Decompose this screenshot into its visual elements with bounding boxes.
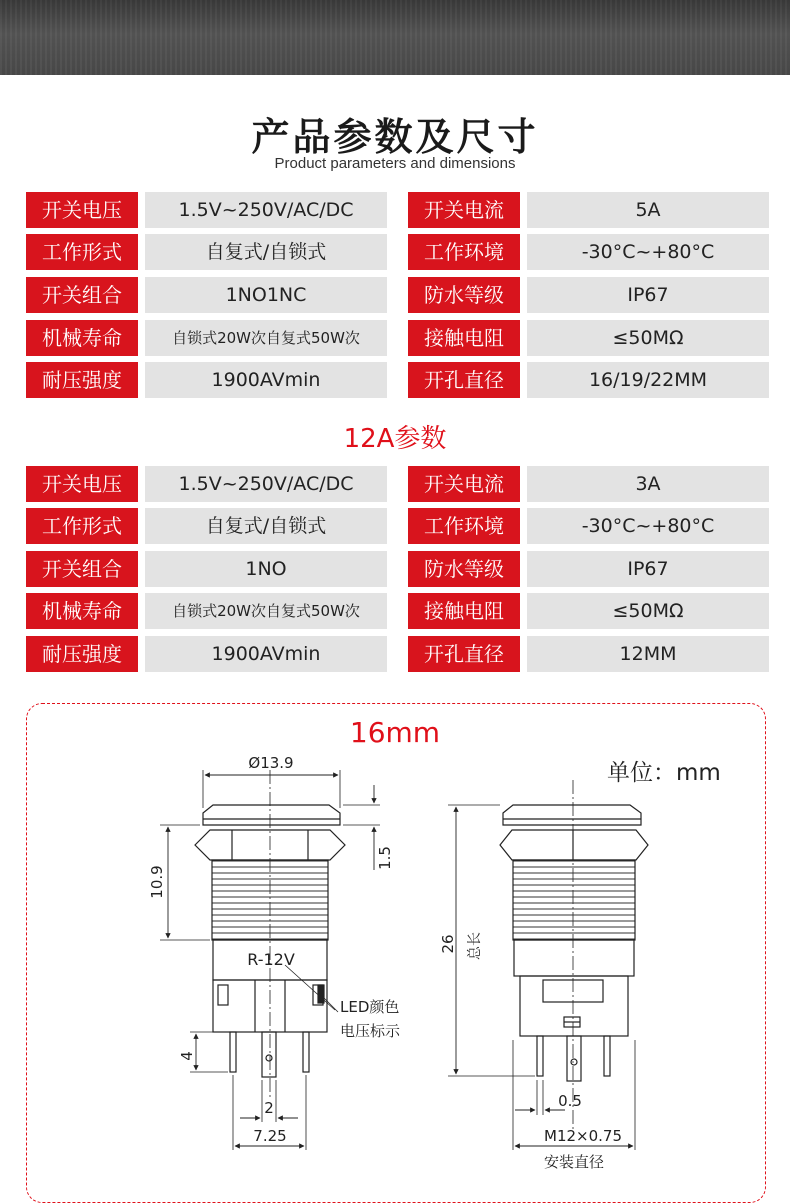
spec-value: 16/19/22MM [527, 362, 769, 398]
dim-head-height: 1.5 [376, 846, 394, 870]
total-length-label: 总长 [467, 932, 483, 960]
head-cap [203, 805, 340, 825]
spec-value: 1NO [145, 551, 387, 587]
dim-thread-spec: M12×0.75 [544, 1127, 622, 1145]
led-color-label: LED颜色 [340, 998, 400, 1016]
mount-diameter-label: 安装直径 [543, 1153, 605, 1171]
pin [230, 1032, 236, 1072]
dim-total-length: 26 [439, 934, 457, 954]
spec-value: -30°C~+80°C [527, 234, 769, 270]
spec-value: 自锁式20W次自复式50W次 [145, 320, 387, 356]
pin [303, 1032, 309, 1072]
spec-label: 开孔直径 [408, 362, 520, 398]
head-cap-side [503, 805, 641, 825]
spec-value: 12MM [527, 636, 769, 672]
spec-label: 开关电流 [408, 466, 520, 502]
spec-label: 工作环境 [408, 234, 520, 270]
spec-label: 工作形式 [26, 508, 138, 544]
unit-label: 单位：mm [607, 760, 721, 786]
nut-side [500, 830, 648, 860]
pin-side [604, 1036, 610, 1076]
spec-label: 开关电压 [26, 466, 138, 502]
spec-label: 机械寿命 [26, 593, 138, 629]
spec-label: 开关电压 [26, 192, 138, 228]
voltage-mark: R-12V [247, 950, 295, 969]
thread-body-side [513, 860, 635, 940]
spec-value: 1NO1NC [145, 277, 387, 313]
dim-pin-span: 7.25 [253, 1127, 287, 1145]
spec-value: 自复式/自锁式 [145, 508, 387, 544]
spec-value: ≤50MΩ [527, 320, 769, 356]
spec-label: 开关组合 [26, 551, 138, 587]
spec-value: 自复式/自锁式 [145, 234, 387, 270]
spec-label: 耐压强度 [26, 636, 138, 672]
dim-pin-thickness: 0.5 [558, 1092, 582, 1110]
spec-label: 防水等级 [408, 551, 520, 587]
spec-label: 工作形式 [26, 234, 138, 270]
spec-value: 1900AVmin [145, 636, 387, 672]
page-subtitle: Product parameters and dimensions [274, 155, 516, 172]
dim-thread-height: 10.9 [148, 865, 166, 899]
spec-value: -30°C~+80°C [527, 508, 769, 544]
dim-diameter: Ø13.9 [248, 754, 294, 772]
spec-value: 3A [527, 466, 769, 502]
spec-label: 接触电阻 [408, 593, 520, 629]
pin-side [537, 1036, 543, 1076]
spec-label: 耐压强度 [26, 362, 138, 398]
spec-label: 开关组合 [26, 277, 138, 313]
spec-value: 自锁式20W次自复式50W次 [145, 593, 387, 629]
spec-value: 1.5V~250V/AC/DC [145, 192, 387, 228]
page-title: 产品参数及尺寸 [251, 115, 539, 159]
spec-label: 开孔直径 [408, 636, 520, 672]
dim-pin-length: 4 [178, 1051, 196, 1061]
spec-value: 5A [527, 192, 769, 228]
voltage-label: 电压标示 [340, 1022, 401, 1040]
spec-label: 接触电阻 [408, 320, 520, 356]
spec-label: 防水等级 [408, 277, 520, 313]
spec-label: 开关电流 [408, 192, 520, 228]
spec-value: ≤50MΩ [527, 593, 769, 629]
dimension-title: 16mm [349, 716, 441, 749]
spec-value: 1.5V~250V/AC/DC [145, 466, 387, 502]
spec-value: IP67 [527, 551, 769, 587]
spec-value: IP67 [527, 277, 769, 313]
lower-housing-side [514, 940, 634, 976]
spec-label: 机械寿命 [26, 320, 138, 356]
spec-value: 1900AVmin [145, 362, 387, 398]
thread-body [212, 860, 328, 940]
section-title-12a: 12A参数 [343, 424, 447, 454]
dim-pin-gap: 2 [264, 1099, 274, 1117]
spec-label: 工作环境 [408, 508, 520, 544]
